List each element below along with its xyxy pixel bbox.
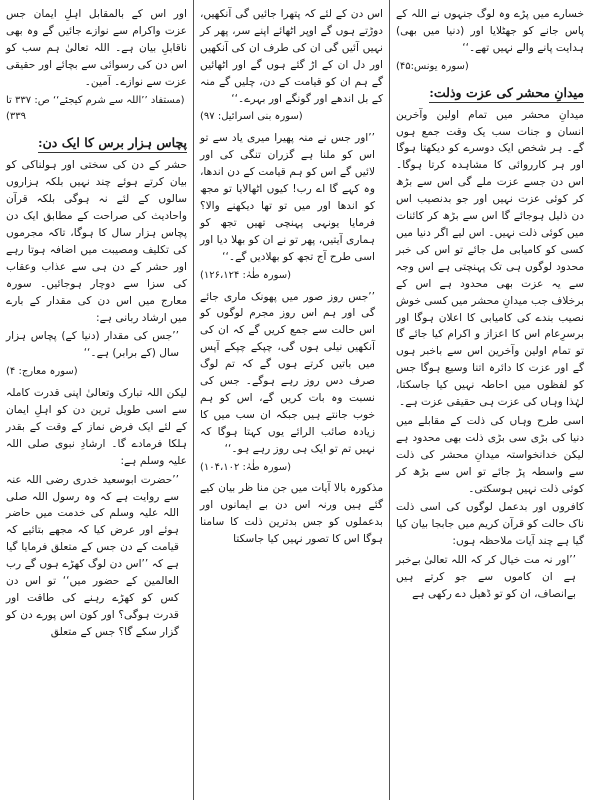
left-column bbox=[0, 0, 193, 800]
quote: ’’جس کی مقدار (دنیا کے) پچاس ہزار سال (کے برابر) ہے۔‘‘ bbox=[6, 330, 179, 360]
section-heading: پچاس ہزار برس کا ایک دن: bbox=[38, 134, 187, 153]
paragraph: لیکن اللہ تبارک وتعالیٰ اپنی قدرت کاملہ سے اسی طویل ترین دن کو اہلِ ایمان کے لئے ایک فرض نماز کے وقت کے بقدر ہلکا فرمادے گا۔ ارشادِ نبوی صلی اللہ علیہ وسلم ہے: bbox=[6, 387, 187, 467]
paragraph: کافروں اور بدعمل لوگوں کی اسی ذلت ناک حالت کو قرآن کریم میں جابجا بیان کیا گیا ہے چند آیات ملاحظہ ہوں: bbox=[396, 501, 584, 548]
paragraph: خسارے میں پڑے وہ لوگ جنہوں نے اللہ کے پاس جانے کو جھٹلایا اور (دنیا میں بھی) ہدایت پانے والے نہیں تھے۔‘‘ bbox=[396, 8, 584, 54]
paragraph: اس دن کے لئے کہ پتھرا جائیں گی آنکھیں، دوڑتے ہوں گے اوپر اٹھائے اپنے سر، پھر کر نہیں آئیں گی ان کی طرف ان کی آنکھیں اور دل ان کے اڑ گئے ہوں گے اور اٹھائیں گے ہم ان کو قیامت کے دن، چلیں گے منہ کے بل اندھے اور گونگے اور بہرے۔‘‘ bbox=[200, 8, 383, 105]
paragraph: اور اس کے بالمقابل اہلِ ایمان جس عزت واکرام سے نوازے جائیں گے وہ بھی ناقابلِ بیان ہے۔ اللہ تعالیٰ ہم سب کو اس دن کی رسوائی سے بچائے اور حقیقی عزت سے نوازے۔ آمین۔ bbox=[6, 8, 187, 88]
paragraph: حشر کے دن کی سختی اور ہولناکی کو بیان کرتے ہوئے چند نہیں بلکہ ہزاروں سالوں کے لئے نہ ہوگی بلکہ قرآن واحادیث کی صراحت کے مطابق ایک دن پچاس ہزار سال کا ہوگا، تاکہ مجرموں کی تکلیف ومصیبت میں اضافہ ہوتا رہے اور حشر کے دن ہی سے عذاب وعقاب کی سزا سے دوچار ہوجائیں۔ سورہ معارج میں اس دن کی مقدار کے بارے میں ارشاد ربانی ہے: bbox=[6, 159, 187, 324]
quran-reference: (سورہ طٰہٰ: ۱۲۶،۱۲۴) bbox=[200, 269, 292, 281]
quran-reference: (سورہ بنی اسرائیل: ۹۷) bbox=[200, 111, 303, 123]
paragraph: مذکورہ بالا آیات میں جن منا ظر بیان کیے گئے ہیں ورنہ اس دن بے ایمانوں اور بدعملوں کو جس بدترین ذلت کا سامنا ہوگا اس کا تصور نہیں کیا جاسکتا bbox=[200, 482, 383, 546]
source-reference: (مستفاد ’’اللہ سے شرم کیجئے‘‘ ص: ۳۳۷ تا ۳۳۹) bbox=[6, 94, 185, 123]
middle-column bbox=[193, 0, 390, 800]
quote: ’’جس روز صور میں پھونک ماری جائے گی اور ہم اس روز مجرم لوگوں کو اس حالت سے جمع کریں گے کہ ان کی آنکھیں نیلی ہوں گی، چپکے چپکے آپس میں باتیں کرتے ہوں گے کہ تم لوگ صرف دس روز رہے ہوگے۔ جس کی نسبت وہ بات کریں گے، اس کو ہم خوب جانتے ہیں جبکہ ان سب میں کا زیادہ صائب الرائے یوں کہتا ہوگا کہ نہیں تم تو ایک ہی روز رہے ہو۔‘‘ bbox=[200, 290, 375, 455]
paragraph: میدانِ محشر میں تمام اولین وآخرین انسان و جنات سب یک وقت جمع ہوں گے۔ ہر شخص ایک دوسرے کو دیکھتا ہوگا اور ہر کارروائی کا مشاہدہ کرتا ہوگا۔ اس دن جسے عزت ملے گی اس سے بڑھ کر کوئی عزت نہیں اور جو بدنصیب اس دن ذلیل ہوجائے گا اس سے بڑھ کر کائنات میں کوئی ذلت نہیں۔ اس لیے اگر دنیا میں کسی کو کامیابی مل جائے تو اس کی خبر محدود لوگوں ہی تک پہنچتی ہے اس وجہ سے یہ عزت بھی محدود ہے اس کے برخلاف جب میدانِ محشر میں کسی خوش نصیب بندے کی کامیابی کا اعلان ہوگا اور برسرِعام اس کا اعزاز و اکرام کیا جائے گا تو تمام اولین وآخرین اس سے باخبر ہوں گے اور عزت کا دائرہ اتنا وسیع ہوگا جس کو لفظوں میں احاطہ نہیں کیا جاسکتا، لہٰذا وہاں کی عزت ہی حقیقی عزت ہے۔ bbox=[396, 108, 584, 409]
right-column bbox=[390, 0, 590, 800]
quran-reference: (سورہ یونس:۴۵) bbox=[396, 60, 469, 72]
quran-reference: (سورہ معارج: ۴) bbox=[6, 366, 78, 378]
hadith-quote: ’’حضرت ابوسعید خدری رضی اللہ عنہ سے روایت ہے کہ وہ رسول اللہ صلی اللہ علیہ وسلم کی خدمت میں حاضر ہوئے اور عرض کیا کہ مجھے بتائیے کہ قیامت کے دن جس کے متعلق فرمایا گیا ہے کہ ’’اس دن لوگ کھڑے ہوں گے رب العالمین کے حضور میں‘‘ تو اس دن کس کو کھڑے رہنے کی طاقت اور قدرت ہوگی؟ اور کون اس پورے دن کو گزار سکے گا؟ جس کے متعلق bbox=[6, 473, 179, 638]
section-heading: میدانِ محشر کی عزت وذلت: bbox=[429, 84, 584, 103]
quote: ’’اور نہ مت خیال کر کہ اللہ تعالیٰ بےخبر ہے ان کاموں سے جو کرتے ہیں بےانصاف، ان کو تو ڈھیل دے رکھی ہے bbox=[396, 554, 576, 600]
quran-reference: (سورہ طٰہٰ: ۱۰۴،۱۰۲) bbox=[200, 461, 292, 473]
quote: ’’اور جس نے منہ پھیرا میری یاد سے تو اس کو ملنا ہے گزران تنگی کی اور لائیں گے اس کو ہم قیامت کے دن اندھا، وہ کہے گا اے رب! کیوں اٹھالایا تو مجھ کو اندھا اور میں تو تھا دیکھنے والا؟ فرمایا یونہی پہنچی تھیں تجھ کو ہماری آیتیں، پھر تو نے ان کو بھلا دیا اور اسی طرح آج تجھ کو بھلادیں گے۔‘‘ bbox=[200, 132, 375, 263]
paragraph: اسی طرح وہاں کی ذلت کے مقابلے میں دنیا کی بڑی سی بڑی ذلت بھی محدود ہے لیکن خدانخواستہ میدانِ محشر کی ذلت سے واسطہ پڑ جائے تو اس سے بڑھ کر کوئی ذلت نہیں ہوسکتی۔ bbox=[396, 414, 584, 495]
